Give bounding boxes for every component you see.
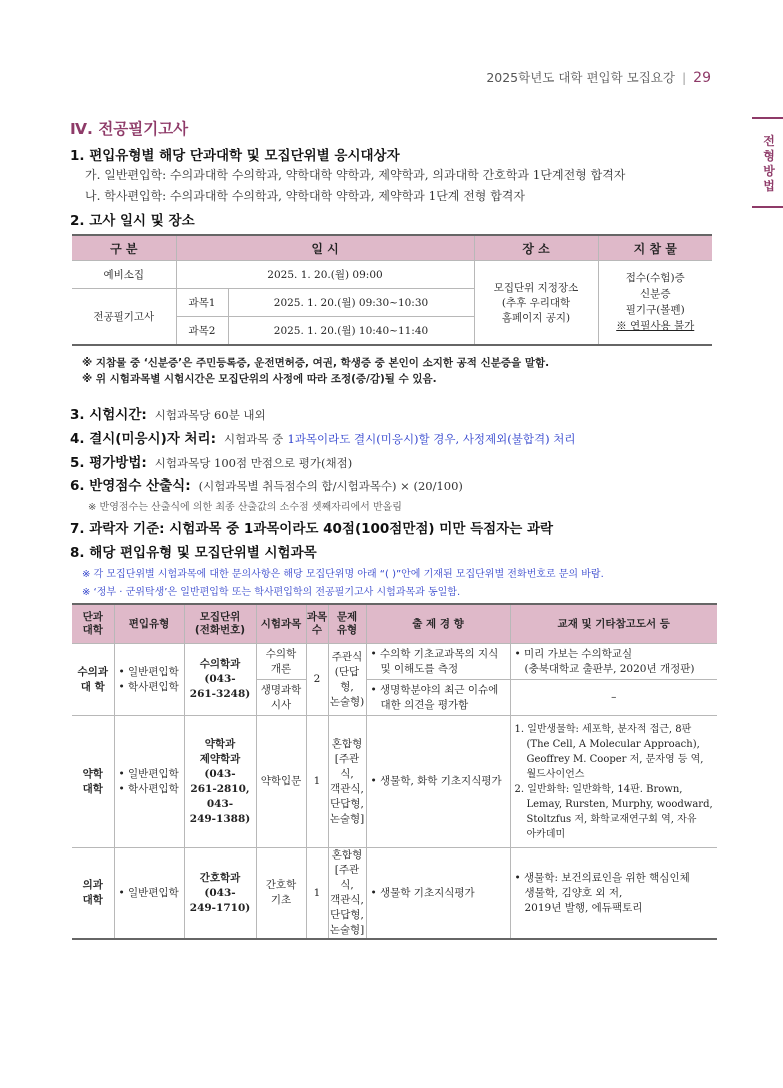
col-subject: 시험과목 [256,604,306,644]
vet-count: 2 [306,644,328,716]
col-qtype: 문제 유형 [328,604,366,644]
med-count: 1 [306,848,328,940]
vet-college: 수의과 대 학 [72,644,114,716]
side-tab-top-rule [752,117,783,119]
med-unit: 간호학과 (043- 249-1710) [184,848,256,940]
vet-books-1: • 미리 가보는 수의학교실 (충북대학교 출판부, 2020년 개정판) [510,644,717,680]
item8-note-1: ※ 각 모집단위별 시험과목에 대한 문의사항은 해당 모집단위명 아래 “( )”안에 기재된 모집단위별 전화번호로 문의 바람. [82,569,604,580]
vet-subject-2: 생명과학 시사 [256,680,306,716]
page-number: 29 [693,70,711,86]
vet-unit: 수의학과 (043- 261-3248) [184,644,256,716]
med-subject: 간호학 기초 [256,848,306,940]
item4-highlight: 1과목이라도 결시(미응시)할 경우, 사정제외(불합격) 처리 [287,432,576,446]
place-line: 홈페이지 공지) [501,311,571,324]
pharm-books: 1. 일반생물학: 세포학, 분자적 접근, 8판 (The Cell, A Molecular Approach), Geoffrey M. Cooper 저, 문자영 등 역, 월드사이언스 2. 일반화학: 일반화학, 14판. Brown, Lemay, Rursten, Murphy, woodward, Stoltzfus 저, 화학교재연구회 역, 자유 아카데미 [510,716,717,848]
place-line: 모집단위 지정장소 [493,281,579,294]
pencil-warning: ※ 연필사용 불가 [616,320,695,333]
prelim-label: 예비소집 [72,261,176,289]
item5-text: 시험과목당 100점 만점으로 평가(채점) [154,456,353,470]
schedule-header-datetime: 일 시 [176,235,474,261]
item6 [70,474,463,494]
col-count: 과목 수 [306,604,328,644]
side-tab-label: 전 형 방 법 [763,134,775,193]
item5 [70,451,352,471]
item5-label: 5. 평가방법: [70,455,147,471]
schedule-note-2: ※ 위 시험과목별 시험시간은 모집단위의 사정에 따라 조정(증/감)될 수 있음. [82,373,437,385]
col-books: 교재 및 기타참고도서 등 [510,604,717,644]
item8-label: 8. 해당 편입유형 및 모집단위별 시험과목 [70,545,317,561]
vet-books-2: – [510,680,717,716]
item8 [70,541,317,561]
item4 [70,427,575,447]
col-college: 단과 대학 [72,604,114,644]
pharm-subject: 약학입문 [256,716,306,848]
prelim-time: 2025. 1. 20.(월) 09:00 [176,261,474,289]
item1-a: 가. 일반편입학: 수의과대학 수의학과, 약학대학 약학과, 제약학과, 의과대학 간호학과 1단계전형 합격자 [85,168,626,182]
subject1-time: 2025. 1. 20.(월) 09:30~10:30 [228,289,474,317]
col-unit: 모집단위 (전화번호) [184,604,256,644]
place-line: (추후 우리대학 [501,296,571,309]
header-separator: | [681,70,687,85]
item-line: 신분증 [640,288,671,301]
med-qtype: 혼합형 [주관식, 객관식, 단답형, 논술형] [328,848,366,940]
med-types: • 일반편입학 [114,848,184,940]
item6-note: ※ 반영점수는 산출식에 의한 최종 산출값의 소수점 셋째자리에서 반올림 [88,502,402,513]
table-row [72,848,717,940]
pharm-count: 1 [306,716,328,848]
exam-items [598,261,712,345]
col-trend: 출 제 경 향 [366,604,510,644]
item3-label: 3. 시험시간: [70,407,147,423]
item-line: 접수(수험)증 [625,272,685,285]
item1-b: 나. 학사편입학: 수의과대학 수의학과, 약학대학 약학과, 제약학과 1단계 전형 합격자 [85,189,525,203]
guide-title: 2025학년도 대학 편입학 모집요강 [486,70,675,85]
schedule-header-category: 구 분 [72,235,176,261]
item6-label: 6. 반영점수 산출식: [70,478,191,494]
subject2-time: 2025. 1. 20.(월) 10:40~11:40 [228,317,474,345]
schedule-header-items: 지 참 물 [598,235,712,261]
subjects-table [72,603,717,940]
med-trend: • 생물학 기초지식평가 [366,848,510,940]
item3-text: 시험과목당 60분 내외 [154,408,266,422]
vet-types: • 일반편입학 • 학사편입학 [114,644,184,716]
item8-note-2: ※ ‘정부 · 군위탁생’은 일반편입학 또는 학사편입학의 전공필기고사 시험과목과 동일함. [82,587,461,598]
med-college: 의과 대학 [72,848,114,940]
section-title: Ⅳ. 전공필기고사 [70,120,189,138]
med-books: • 생물학: 보건의료인을 위한 핵심인체 생물학, 김양호 외 저, 2019년 발행, 에듀팩토리 [510,848,717,940]
pharm-trend: • 생물학, 화학 기초지식평가 [366,716,510,848]
pharm-college: 약학 대학 [72,716,114,848]
vet-trend-2: • 생명학분야의 최근 이슈에 대한 의견을 평가함 [366,680,510,716]
exam-place [474,261,598,345]
subject1-label: 과목1 [176,289,228,317]
item4-text: 시험과목 중 [224,432,284,446]
schedule-note-1: ※ 지참물 중 ‘신분증’은 주민등록증, 운전면허증, 여권, 학생증 중 본인이 소지한 공적 신분증을 말함. [82,357,550,369]
subject2-label: 과목2 [176,317,228,345]
pharm-types: • 일반편입학 • 학사편입학 [114,716,184,848]
item6-text: (시험과목별 취득점수의 합/시험과목수) × (20/100) [198,479,463,493]
item1-heading: 1. 편입유형별 해당 단과대학 및 모집단위별 응시대상자 [70,148,400,164]
schedule-table [72,234,712,346]
item2-heading: 2. 고사 일시 및 장소 [70,213,195,229]
col-type: 편입유형 [114,604,184,644]
item3 [70,403,266,423]
table-row [72,716,717,848]
item-line: 필기구(볼펜) [625,304,685,317]
item7-label: 7. 과락자 기준: 시험과목 중 1과목이라도 40점(100점만점) 미만 득점자는 과락 [70,521,554,537]
item7 [70,517,553,537]
page-header [486,68,711,86]
vet-qtype: 주관식 (단답형, 논술형) [328,644,366,716]
pharm-unit: 약학과 제약학과 (043- 261-2810, 043- 249-1388) [184,716,256,848]
schedule-header-place: 장 소 [474,235,598,261]
table-row [72,644,717,680]
side-tab-bottom-rule [752,206,783,208]
vet-subject-1: 수의학 개론 [256,644,306,680]
pharm-qtype: 혼합형 [주관식, 객관식, 단답형, 논술형] [328,716,366,848]
vet-trend-1: • 수의학 기초교과목의 지식 및 이해도를 측정 [366,644,510,680]
exam-label: 전공필기고사 [72,289,176,345]
item4-label: 4. 결시(미응시)자 처리: [70,431,216,447]
